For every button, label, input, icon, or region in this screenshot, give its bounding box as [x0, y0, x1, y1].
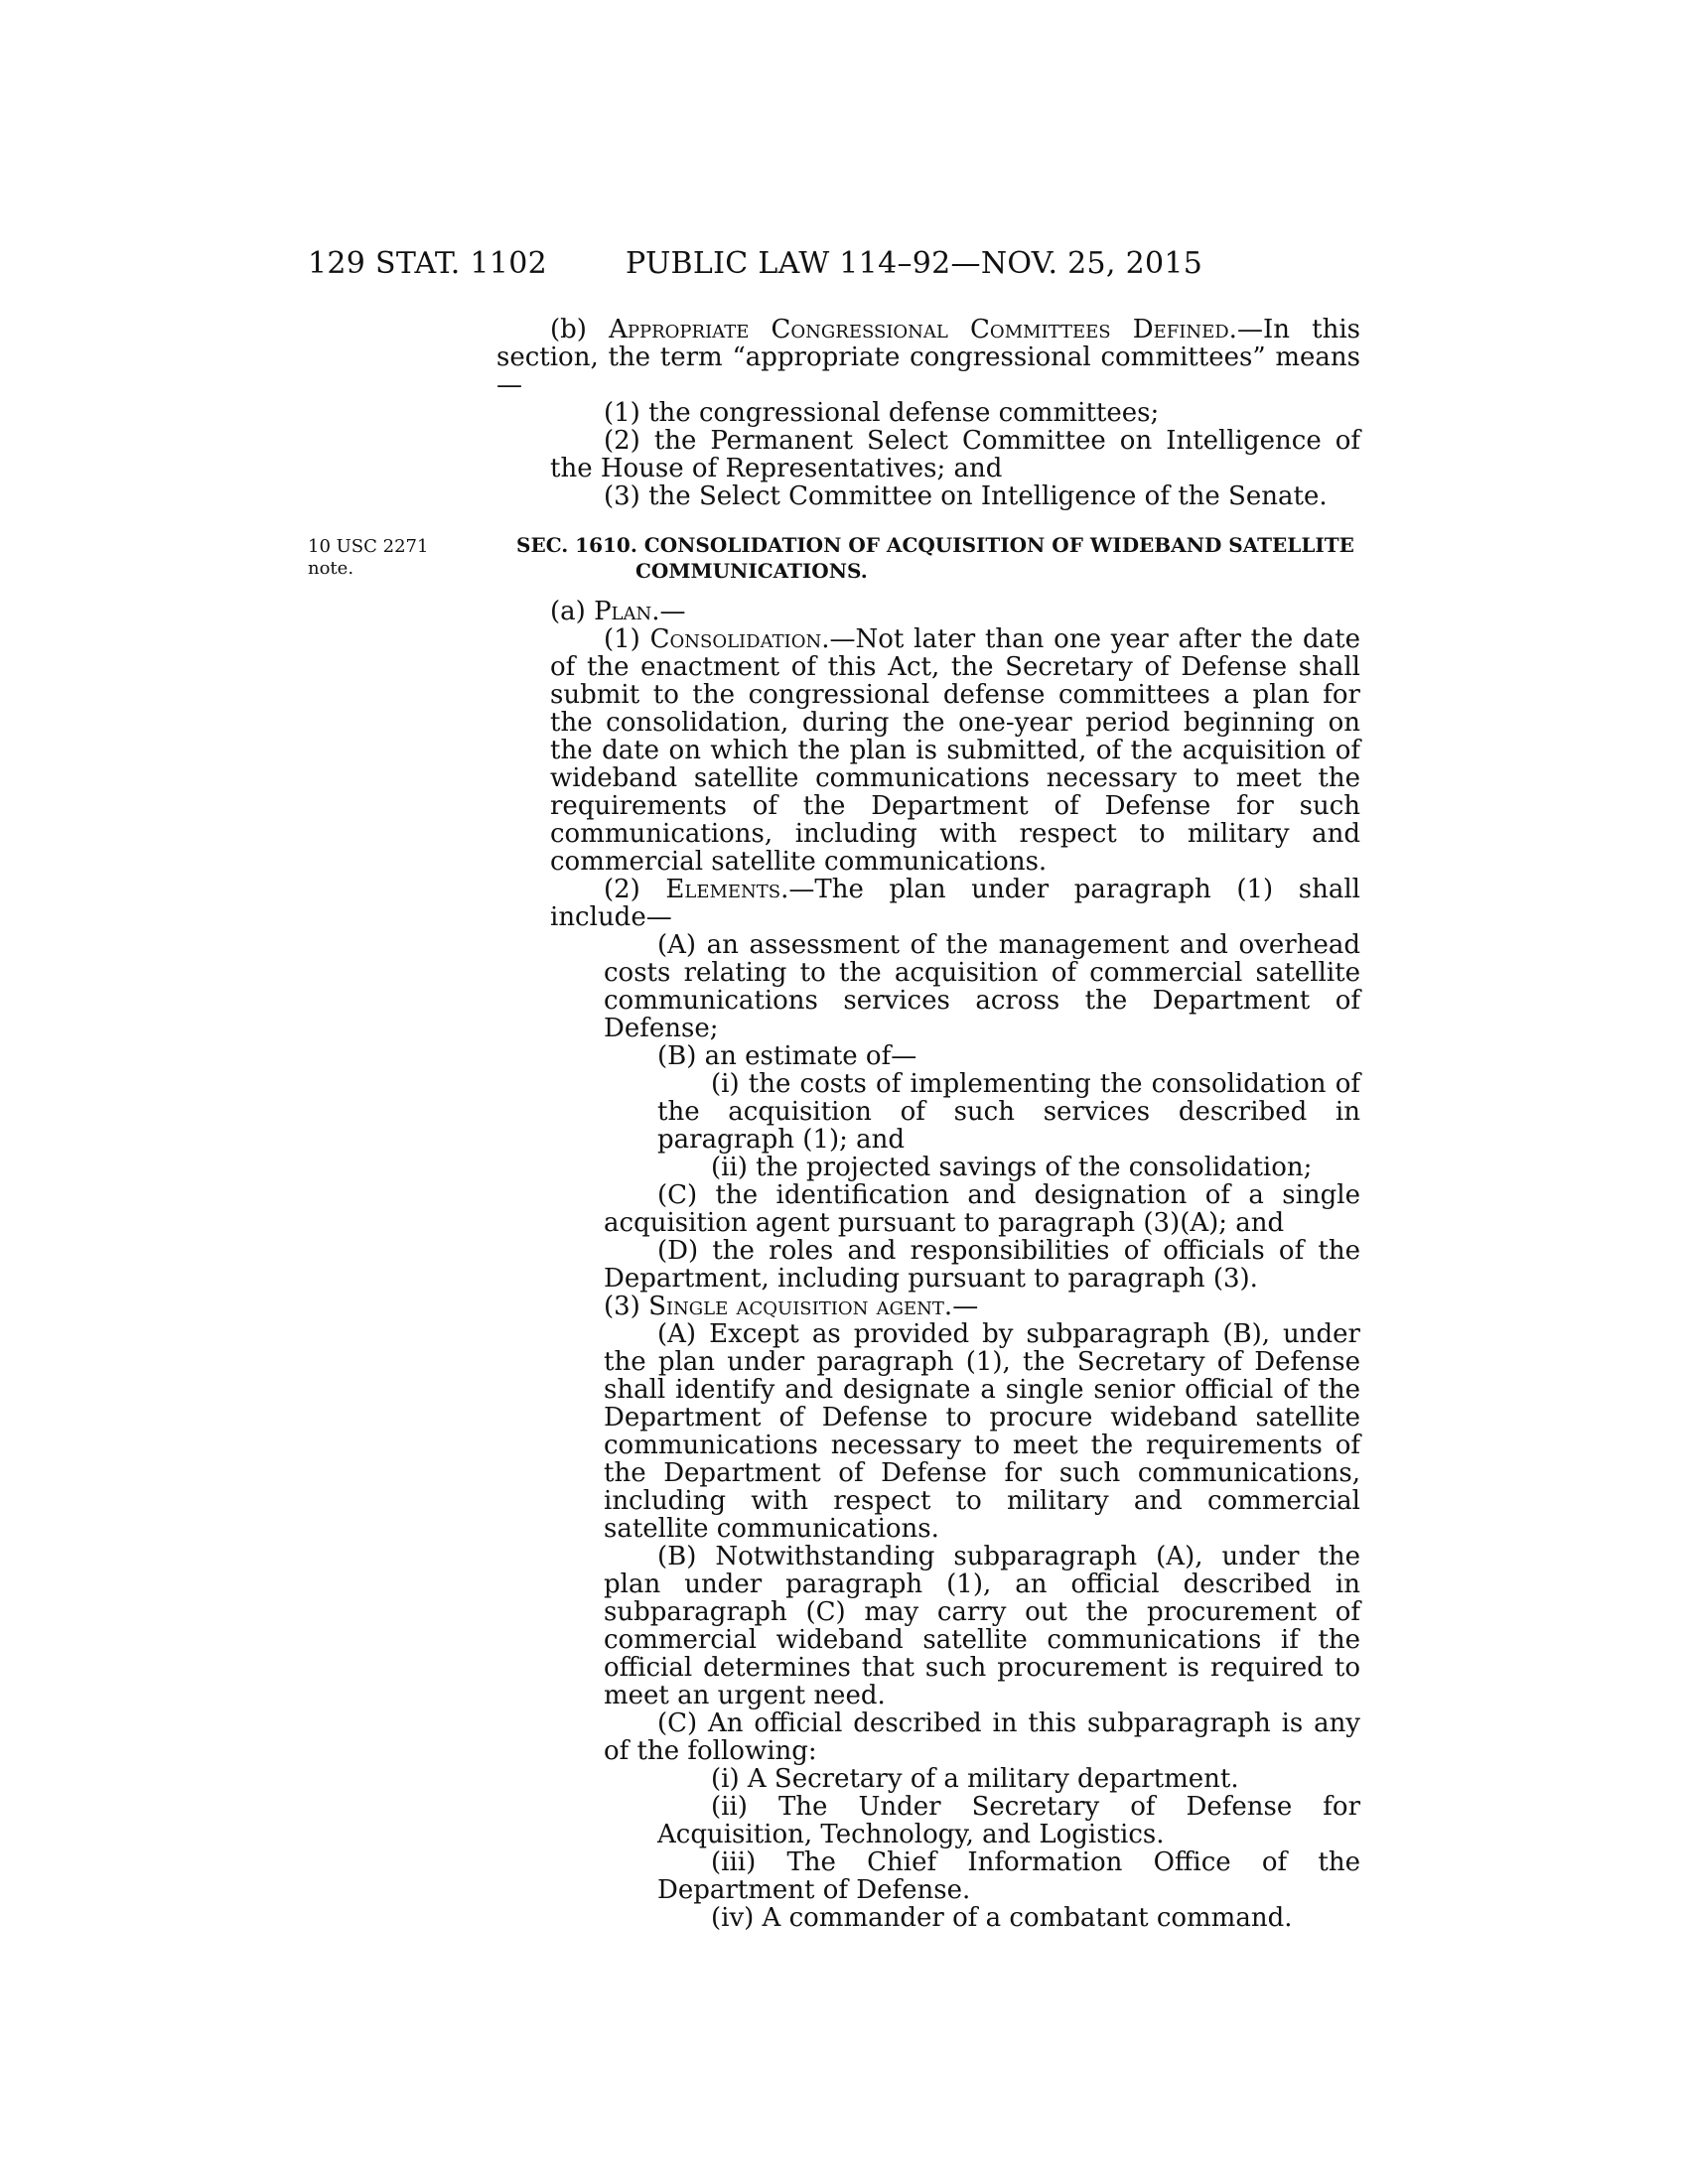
clause-iii: (iii) The Chief Information Office of the Department of Defense. — [657, 1847, 1360, 1905]
paragraphs — [496, 625, 1360, 931]
subparagraph-C: (C) An official described in this subparagraph is any of the following: — [604, 1708, 1360, 1766]
subsection-a-heading: (a) Plan.— — [550, 597, 686, 626]
margin-note-citation: 10 USC 2271 — [308, 536, 429, 557]
paragraph-3-subparagraphs — [496, 1320, 1360, 1765]
subparagraph-A: (A) an assessment of the management and overhead costs relating to the acquisition of commercial satellite communications services across the Department of Defense; — [604, 930, 1360, 1043]
document-body — [496, 316, 1360, 1932]
subparagraph-C: (C) the identification and designation of a single acquisition agent pursuant to paragraph (3)(A); and — [604, 1180, 1360, 1238]
subsection-b-items — [496, 399, 1360, 510]
margin-note-suffix: note. — [308, 558, 354, 579]
paragraph-3-container — [496, 1293, 1360, 1320]
paragraph-1: (1) Consolidation.—Not later than one year after the date of the enactment of this Act, the Secretary of Defense shall submit to the congressional defense committees a plan for the consolidation, during the one-year period beginning on the date on which the plan is submitted, of the acquisition of wideband satellite communications necessary to meet the requirements of the Department of Defense for such communications, including with respect to military and commercial satellite communications. — [550, 624, 1361, 877]
subparagraph-A: (A) Except as provided by subparagraph (B), under the plan under paragraph (1), the Secretary of Defense shall identify and designate a single senior official of the Department of Defense to procure wideband satellite communications necessary to meet the requirements of the Department of Defense for such communications, including with respect to military and commercial satellite communications. — [604, 1319, 1360, 1544]
clause-ii: (ii) The Under Secretary of Defense for Acquisition, Technology, and Logistics. — [657, 1792, 1360, 1849]
subsection-b-heading: Appropriate Congressional Committees Defined. — [609, 315, 1237, 344]
section-heading: SEC. 1610. CONSOLIDATION OF ACQUISITION OF WIDEBAND SATELLITE COMMUNICATIONS. — [516, 533, 1354, 583]
subparagraph-C-clauses — [496, 1765, 1360, 1932]
paragraph-3: (3) Single acquisition agent.— — [604, 1292, 979, 1321]
subparagraph-D: (D) the roles and responsibilities of officials of the Department, including pursuant to paragraph (3). — [604, 1236, 1360, 1294]
list-item: (2) the Permanent Select Committee on Intelligence of the House of Representatives; and — [550, 426, 1360, 483]
clause-i: (i) A Secretary of a military department. — [711, 1764, 1239, 1794]
stat-page-number: 129 STAT. 1102 — [308, 246, 547, 281]
paragraph-2: (2) Elements.—The plan under paragraph (1) shall include— — [550, 875, 1360, 932]
running-head: PUBLIC LAW 114–92—NOV. 25, 2015 — [626, 246, 1203, 281]
paragraph-2-subparagraphs-cont — [496, 1181, 1360, 1293]
page-header — [308, 246, 1370, 286]
subsection-b: (b) Appropriate Congressional Committees Defined.—In this section, the term “appropriate congressional committees” means— — [496, 315, 1360, 400]
clause-ii: (ii) the projected savings of the consolidation; — [711, 1153, 1313, 1182]
list-item: (1) the congressional defense committees; — [604, 398, 1160, 428]
clause-iv: (iv) A commander of a combatant command. — [711, 1903, 1293, 1933]
subparagraph-B: (B) an estimate of— — [657, 1041, 917, 1071]
list-item: (3) the Select Committee on Intelligence of the Senate. — [604, 481, 1328, 511]
subparagraph-B-clauses — [496, 1070, 1360, 1181]
margin-note — [308, 536, 457, 580]
subparagraph-B: (B) Notwithstanding subparagraph (A), under the plan under paragraph (1), an official described in subparagraph (C) may carry out the procurement of commercial wideband satellite communications if the official determines that such procurement is required to meet an urgent need. — [604, 1542, 1360, 1710]
clause-i: (i) the costs of implementing the consolidation of the acquisition of such services described in paragraph (1); and — [657, 1069, 1360, 1155]
paragraph-2-subparagraphs — [496, 931, 1360, 1070]
